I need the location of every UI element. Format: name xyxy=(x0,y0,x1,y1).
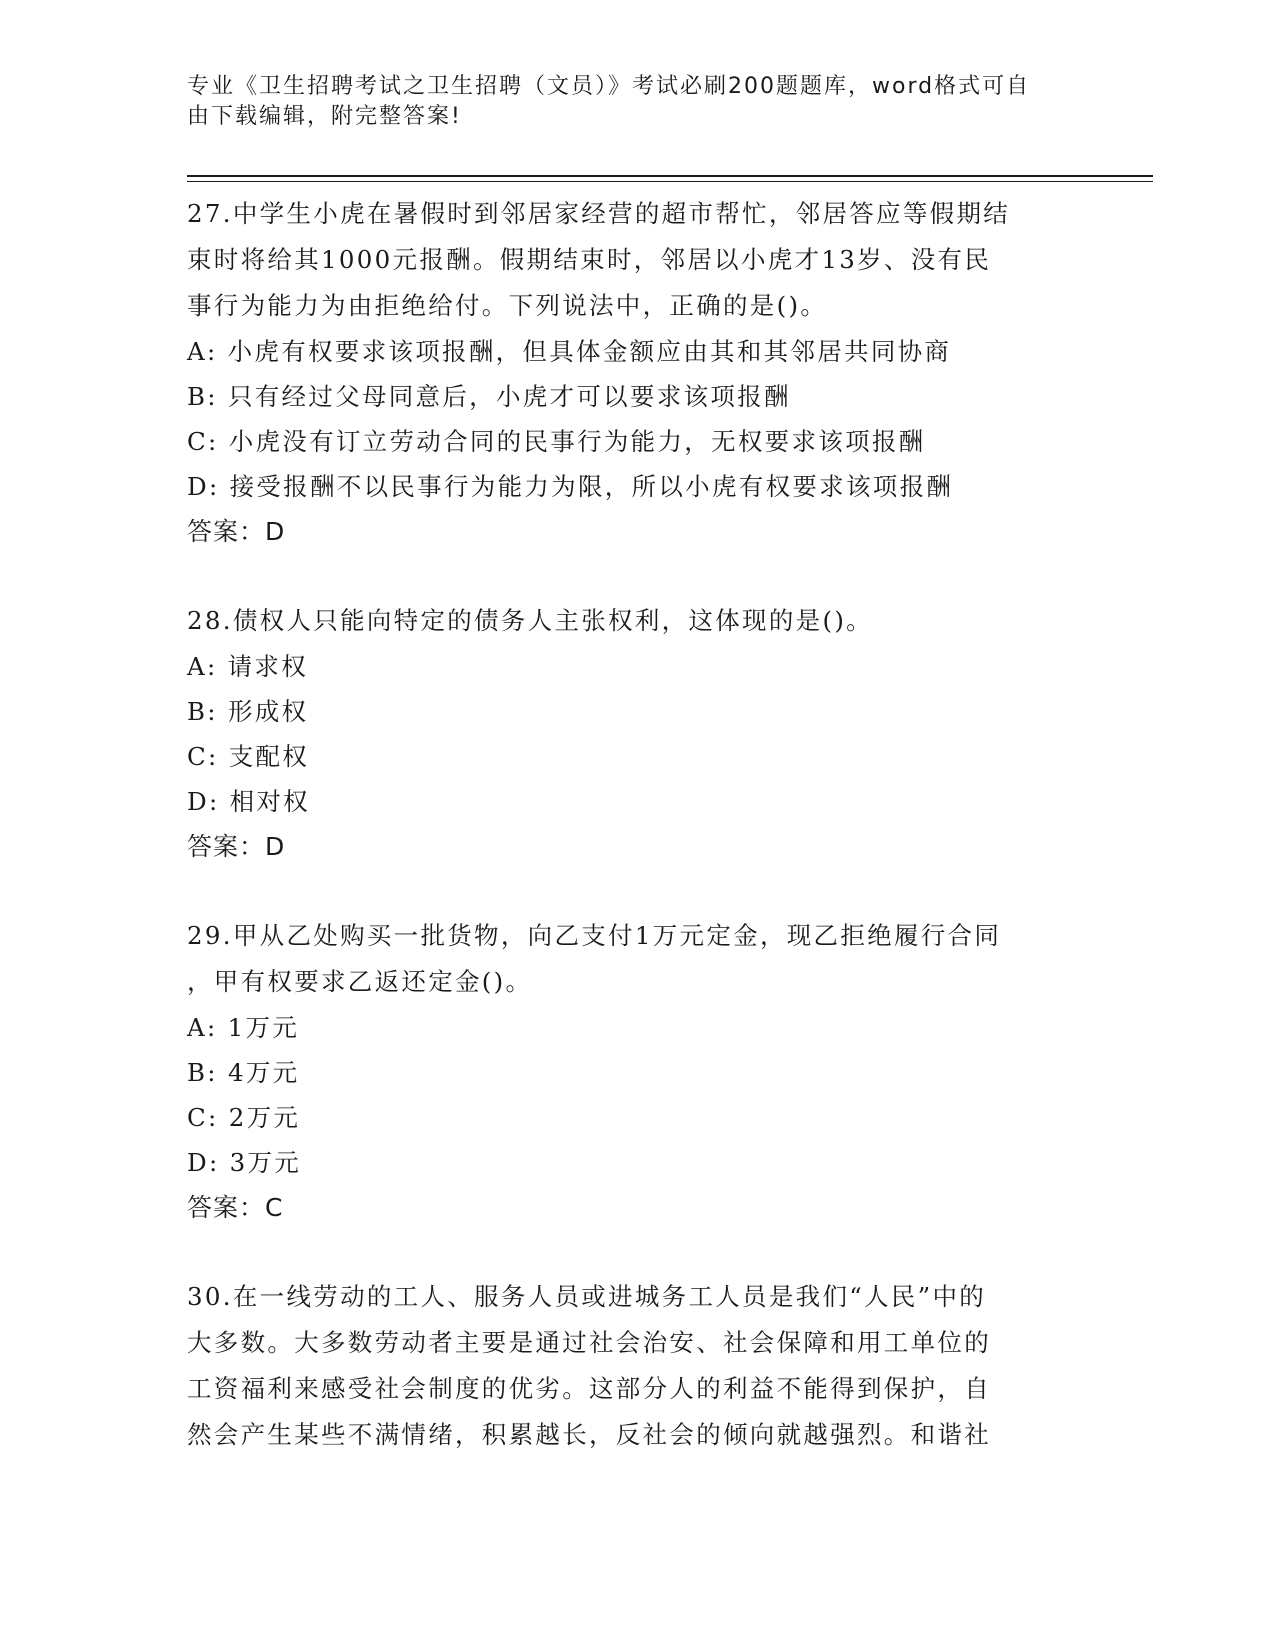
option-c: C: 小虎没有订立劳动合同的民事行为能力，无权要求该项报酬 xyxy=(187,427,926,456)
question-27 xyxy=(187,191,1067,555)
option-b: B: 只有经过父母同意后，小虎才可以要求该项报酬 xyxy=(187,382,791,411)
question-text-line: 30.在一线劳动的工人、服务人员或进城务工人员是我们“人民”中的 xyxy=(187,1282,987,1311)
option-b: B: 形成权 xyxy=(187,697,309,726)
question-text-line: 束时将给其1000元报酬。假期结束时，邻居以小虎才13岁、没有民 xyxy=(187,245,992,274)
question-text-line: 事行为能力为由拒绝给付。下列说法中，正确的是()。 xyxy=(187,291,828,320)
question-text-line: 27.中学生小虎在暑假时到邻居家经营的超市帮忙，邻居答应等假期结 xyxy=(187,199,1011,228)
question-text-line: ，甲有权要求乙返还定金()。 xyxy=(187,967,533,996)
header-line-2: 由下载编辑，附完整答案! xyxy=(187,104,462,129)
option-a: A: 请求权 xyxy=(187,652,309,681)
question-text-line: 然会产生某些不满情绪，积累越长，反社会的倾向就越强烈。和谐社 xyxy=(187,1420,991,1449)
option-c: C: 2万元 xyxy=(187,1103,301,1132)
option-a: A: 小虎有权要求该项报酬，但具体金额应由其和其邻居共同协商 xyxy=(187,337,952,366)
question-28 xyxy=(187,598,1067,870)
option-c: C: 支配权 xyxy=(187,742,310,771)
question-text-line: 大多数。大多数劳动者主要是通过社会治安、社会保障和用工单位的 xyxy=(187,1328,991,1357)
option-d: D: 接受报酬不以民事行为能力为限，所以小虎有权要求该项报酬 xyxy=(187,472,954,501)
option-d: D: 3万元 xyxy=(187,1148,302,1177)
answer-line: 答案：C xyxy=(187,1193,284,1222)
header-rule-thick xyxy=(187,175,1153,177)
question-text-line: 工资福利来感受社会制度的优劣。这部分人的利益不能得到保护，自 xyxy=(187,1374,991,1403)
document-header xyxy=(187,72,1067,132)
question-30 xyxy=(187,1274,1067,1458)
option-b: B: 4万元 xyxy=(187,1058,300,1087)
question-text-line: 29.甲从乙处购买一批货物，向乙支付1万元定金，现乙拒绝履行合同 xyxy=(187,921,1002,950)
option-a: A: 1万元 xyxy=(187,1013,300,1042)
option-d: D: 相对权 xyxy=(187,787,310,816)
header-rule-thin xyxy=(187,181,1153,182)
question-text-line: 28.债权人只能向特定的债务人主张权利，这体现的是()。 xyxy=(187,606,873,635)
question-list xyxy=(187,191,1067,1501)
question-29 xyxy=(187,913,1067,1231)
answer-line: 答案：D xyxy=(187,517,286,546)
header-line-1: 专业《卫生招聘考试之卫生招聘（文员）》考试必刷200题题库，word格式可自 xyxy=(187,74,1031,99)
answer-line: 答案：D xyxy=(187,832,286,861)
